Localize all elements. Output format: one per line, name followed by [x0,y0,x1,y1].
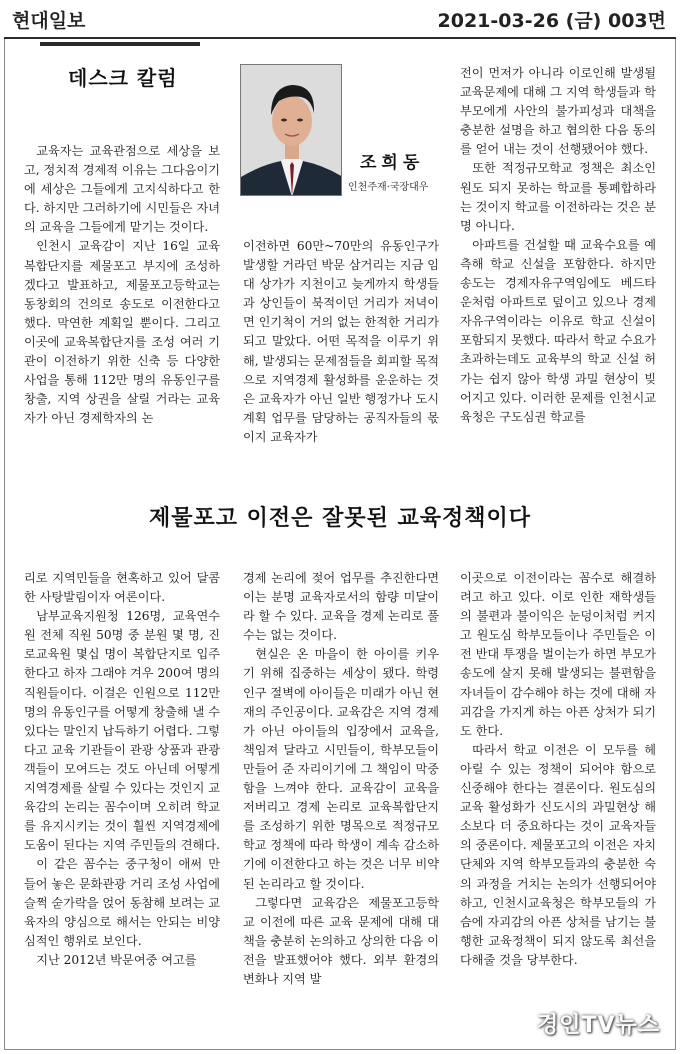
issue-date-page: 2021-03-26 (금) 003면 [437,10,666,32]
newspaper-name: 현대일보 [12,10,86,32]
body-top-column-1 [24,142,220,428]
body-bottom-column-2 [243,569,439,989]
paragraph: 남부교육지원청 126명, 교육연수원 전체 직원 50명 중 분원 몇 명, 진로교육원 몇십 명이 복합단지로 입주한다고 하자 그래야 겨우 200여 명의 직원들이다. 이걸은 인원으로 112만 명의 유동인구를 어떻게 창출해 낼 수 있다는 말인지 납득하기 어렵다. 그렇다고 교육 기관들이 관광 상품과 관광객들이 모여드는 것도 아닌데 어떻게 지역경제를 살릴 수 있다는 것인지 교육감의 논리는 꼼수이며 오히려 학교를 유지시키는 것이 훨씬 지역경제에 도움이 된다는 지역 주민들의 견해다. [24,609,220,853]
paragraph: 따라서 학교 이전은 이 모두를 헤아릴 수 있는 정책이 되어야 함으로 신중해야 한다는 결론이다. 원도심의 교육 활성화가 신도시의 과밀현상 해소보다 더 중요하다는 것이 교육자들의 중론이다. 제물포고의 이전은 자치단체와 지역 학부모들과의 충분한 숙의 과정을 거치는 논의가 선행되어야 하고, 인천시교육청은 학부모들의 가슴에 자괴감의 아픈 상처를 남기는 불행한 교육정책이 되지 않도록 최선을 다해줄 것을 당부한다. [460,742,656,967]
broadcaster-watermark: 경인TV뉴스 [536,1013,660,1038]
body-top-column-2 [243,237,439,447]
author-role: 인천주재·국장대우 [348,182,429,193]
section-title: 데스크 칼럼 [68,66,178,90]
body-bottom-column-1 [24,569,220,970]
headline: 제물포고 이전은 잘못된 교육정책이다 [148,505,531,531]
body-bottom-column-3 [460,569,656,970]
body-top-column-3 [460,64,656,427]
paragraph: 이전하면 60만~70만의 유동인구가 발생할 거라던 박문 삼거리는 지금 임대 상가가 지천이고 늦게까지 학생들과 상인들이 북적이던 거리가 저녁이면 인기척이 거의 없는 한적한 거리가 되고 말았다. 어떤 목적을 이루기 위해, 발생되는 문제점들을 회피할 목적으로 지역경제 활성화를 운운하는 것은 교육자가 아닌 일반 행정가나 도시계획 업무를 담당하는 공직자들의 몫이지 교육자가 [243,239,439,444]
paragraph: 전이 먼저가 아니라 이로인해 발생될 교육문제에 대해 그 지역 학생들과 학부모에게 사안의 불가피성과 대책을 충분한 설명을 하고 협의한 다음 동의를 얻어 내는 것이 선행됐어야 했다. [460,66,656,157]
paragraph: 아파트를 건설할 때 교육수요를 예측해 학교 신설을 포함한다. 하지만 송도는 경제자유구역임에도 베드타운처럼 아파트로 덮이고 있으나 경제자유구역이라는 이유로 학교 신설이 포함되지 못했다. 따라서 학교 수요가 초과하는데도 교육부의 학교 신설 허가는 쉽지 않아 학생 과밀 현상이 빚어지고 있다. 이러한 문제를 인천시교육청은 구도심권 학교를 [460,237,656,424]
paragraph: 그렇다면 교육감은 제물포고등학교 이전에 따른 교육 문제에 대해 대책을 충분히 논의하고 상의한 다음 이전을 발표했어야 했다. 외부 환경의 변화나 지역 발 [243,895,439,986]
paragraph: 경제 논리에 젖어 업무를 추진한다면 이는 분명 교육자로서의 함량 미달이라 할 수 있다. 교육을 경제 논리로 풀 수는 없는 것이다. [243,571,439,643]
author-portrait-image [241,65,342,196]
paragraph: 지난 2012년 박문여중 여고를 [36,952,197,967]
author-name: 조희동 [360,153,425,173]
newspaper-header [0,0,680,36]
paragraph: 또한 적정규모학교 정책은 최소인원도 되지 못하는 학교를 통폐합하라는 것이지 학교를 이전하라는 것은 분명 아니다. [460,161,656,233]
paragraph: 리로 지역민들을 현혹하고 있어 달콤한 사탕발림이자 여론이다. [24,571,220,605]
paragraph: 교육자는 교육관점으로 세상을 보고, 정치적 경제적 이유는 그다음이기에 세상은 그들에게 고지식하다고 한다. 하지만 그러하기에 시민들은 자녀의 교육을 그들에게 맡기는 것이다. [24,144,220,235]
paragraph: 이곳으로 이전이라는 꼼수로 해결하려고 하고 있다. 이로 인한 재학생들의 불편과 불이익은 눈덩이처럼 커지고 원도심 학부모들이나 주민들은 이전 반대 투쟁을 벌이는가 하면 부모가 송도에 살지 못해 발생되는 불편함을 자녀들이 감수해야 하는 것에 대해 자괴감을 가지게 하는 아픈 상처가 되기도 한다. [460,571,656,738]
section-bar [40,42,200,46]
paragraph: 인천시 교육감이 지난 16일 교육복합단지를 제물포고 부지에 조성하겠다고 발표하고, 제물포고등학교는 동창회의 건의로 송도로 이전한다고 했다. 막연한 계획일 뿐이다. 그리고 이곳에 교육복합단지를 조성 여러 기관이 이전하기 위한 신축 등 다양한 사업을 통해 112만 명의 유동인구를 창출, 지역 상권을 살릴 거라는 교육자가 아닌 경제학자의 논 [24,239,220,426]
author-photo [240,64,342,196]
paragraph: 이 같은 꼼수는 중구청이 애써 만들어 놓은 문화관광 거리 조성 사업에 슬쩍 숟가락을 얹어 동참해 보려는 교육자의 양심으로 해서는 안되는 비양심적인 행위로 보인다. [24,857,220,948]
paragraph: 현실은 온 마을이 한 아이를 키우기 위해 집중하는 세상이 됐다. 학령인구 절벽에 아이들은 미래가 아닌 현재의 주인공이다. 교육감은 지역 경제가 아닌 아이들의 입장에서 교육을, 책임져 달라고 시민들이, 학부모들이 만들어 준 자리이기에 그 책임이 막중함을 느껴야 한다. 교육감이 교육을 저버리고 경제 논리로 교육복합단지를 조성하기 위한 명목으로 적정규모 학교 정책에 따라 학생이 계속 감소하기에 이전한다고 하는 것은 너무 비약된 논리라고 할 것이다. [243,647,439,891]
